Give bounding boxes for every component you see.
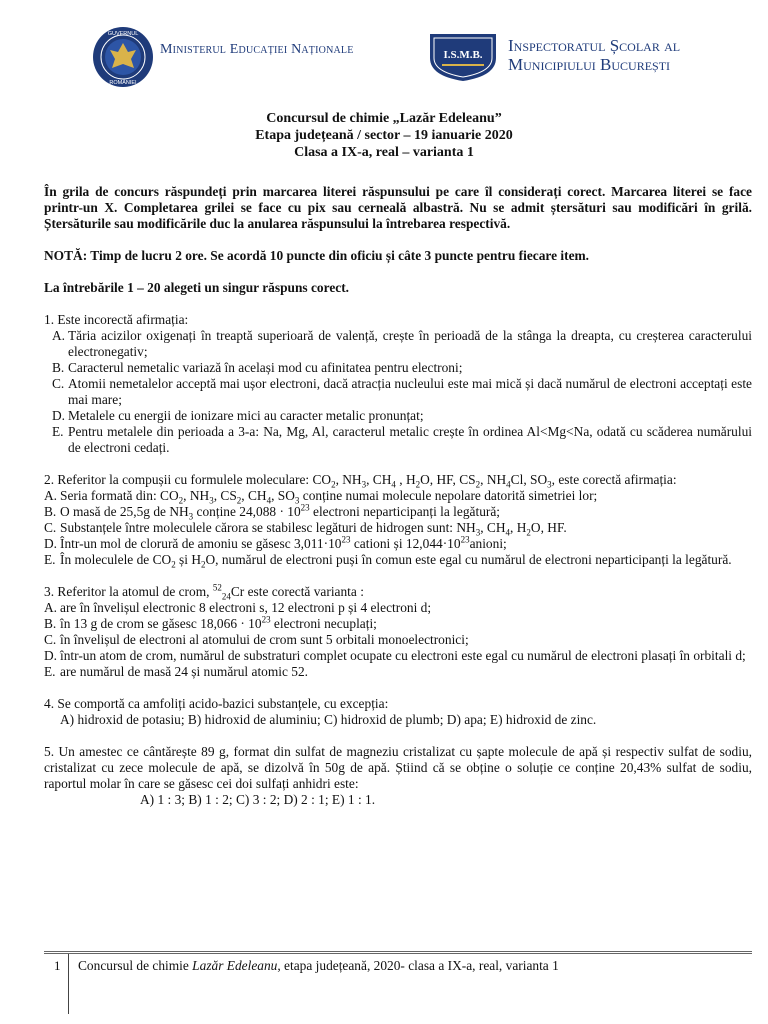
question-4-options: A) hidroxid de potasiu; B) hidroxid de aluminiu; C) hidroxid de plumb; D) apa; E) hidroxid de zinc. <box>60 712 597 727</box>
question-2-option-b: B. O masă de 25,5g de $NH_3$ conține $24,088 \cdot 10^{23}$ electroni neparticipanți la legătură; <box>44 502 501 522</box>
question-5-options: A) 1 : 3; B) 1 : 2; C) 3 : 2; D) 2 : 1; E) 1 : 1. <box>140 792 376 807</box>
inspectorate-line1: Inspectoratul Școlar al <box>508 36 681 55</box>
title-line1: Concursul de chimie „Lazăr Edeleanu” <box>266 111 502 126</box>
question-1-option-d: D. Metalele cu energii de ionizare mici au caracter metalic pronunțat; <box>52 408 424 423</box>
footer-divider <box>44 951 752 954</box>
question-3-stem: 3. Referitor la atomul de crom, $^{52}_{24}$Cr este corectă varianta : <box>44 582 364 602</box>
question-3-option-d: D. într-un atom de crom, numărul de substraturi complet ocupate cu electroni este egal cu numărul de electroni plasați în orbitali d; <box>44 648 746 663</box>
ismb-logo-icon <box>428 28 498 82</box>
question-3-option-b: B. în 13 g de crom se găsesc $18,066 \cdot 10^{23}$ electroni necuplați; <box>44 614 377 631</box>
question-2-option-e: E. În moleculele de $CO_2$ și $H_2O$, numărul de electroni puși în comun este egal cu numărul de electroni neparticipanți la legătură. <box>44 552 732 570</box>
question-2-stem: 2. Referitor la compușii cu formulele moleculare: $CO_2$, $NH_3$, $CH_4$ , $H_2O$, HF, $CS_2$, $NH_4Cl$, $SO_3$, este corectă afirmația: <box>44 472 677 490</box>
page-header <box>0 22 768 92</box>
footer-vertical-divider <box>68 954 69 1014</box>
inspectorate-name <box>508 36 680 74</box>
inspectorate-line2: Municipiului București <box>508 55 671 74</box>
question-5-stem: 5. Un amestec ce cântărește 89 g, format din sulfat de magneziu cristalizat cu șapte molecule de apă și respectiv sulfat de sodiu, cristalizat cu zece molecule de apă, se dizolvă în 50g de apă. Știind că se obține o soluție ce conține 20,43% sulfat de sodiu, raportul molar în care se găsesc cei doi sulfați anhidri este: <box>44 744 752 791</box>
svg-text:GUVERNUL: GUVERNUL <box>107 31 139 37</box>
section-heading: La întrebările 1 – 20 alegeti un singur răspuns corect. <box>44 280 350 295</box>
question-2-option-c: C. Substanțele între moleculele cărora se stabilesc legături de hidrogen sunt: $NH_3$, $CH_4$, $H_2O$, HF. <box>44 520 567 538</box>
question-2-option-d: D. Într-un mol de clorură de amoniu se găsesc $3,011\cdot 10^{23}$ cationi și $12,044\cdot 10^{23}anioni$; <box>44 534 507 551</box>
government-seal-icon <box>92 26 154 88</box>
question-1-option-a: A. Tăria acizilor oxigenați în treaptă superioară de valență, crește în perioadă de la stânga la dreapta, cu creșterea caracterului electronegativ; <box>52 328 752 359</box>
svg-text:ROMÂNIEI: ROMÂNIEI <box>109 80 137 86</box>
title-line2: Etapa județeană / sector – 19 ianuarie 2020 <box>255 128 513 143</box>
question-2-option-a: A. Seria formată din: $CO_2$, $NH_3$, $CS_2$, $CH_4$, $SO_3$ conține numai molecule nepolare datorită simetriei lor; <box>44 488 598 506</box>
svg-text:I.S.M.B.: I.S.M.B. <box>443 49 483 61</box>
note: NOTĂ: Timp de lucru 2 ore. Se acordă 10 puncte din oficiu și câte 3 puncte pentru fiecare item. <box>44 248 590 263</box>
instructions: În grila de concurs răspundeți prin marcarea literei răspunsului pe care îl considerați corect. Marcarea literei se face printr-un X. Completarea grilei se face cu pix sau cerneală albastră. Nu se admit ștersături sau modificări în grilă. Ștersăturile sau modificările duc la anularea răspunsului la întrebarea respectivă. <box>44 184 752 231</box>
question-3-option-a: A. are în învelișul electronic 8 electroni s, 12 electroni p și 4 electroni d; <box>44 600 432 615</box>
question-1-option-e: E. Pentru metalele din perioada a 3-a: Na, Mg, Al, caracterul metalic crește în ordinea Al<Mg<Na, odată cu scăderea numărului de electroni cedați. <box>52 424 752 455</box>
question-1-option-c: C. Atomii nemetalelor acceptă mai ușor electroni, dacă atracția nucleului este mai mică și dacă numărul de electroni acceptați este mai mare; <box>52 376 752 407</box>
footer-text: Concursul de chimie Lazăr Edeleanu, etapa județeană, 2020- clasa a IX-a, real, varianta 1 <box>78 958 559 973</box>
document-title <box>0 110 768 161</box>
question-1-stem: 1. Este incorectă afirmația: <box>44 312 189 327</box>
ministry-name: Ministerul Educației Naționale <box>160 42 354 57</box>
page-number: 1 <box>54 958 61 973</box>
title-line3: Clasa a IX-a, real – varianta 1 <box>294 145 474 160</box>
question-3-option-c: C. în învelișul de electroni al atomului de crom sunt 5 orbitali monoelectronici; <box>44 632 469 647</box>
question-4-stem: 4. Se comportă ca amfoliți acido-bazici substanțele, cu excepția: <box>44 696 389 711</box>
question-1-option-b: B. Caracterul nemetalic variază în același mod cu afinitatea pentru electroni; <box>52 360 463 375</box>
document-body <box>44 184 752 808</box>
question-3-option-e: E. are numărul de masă 24 și numărul atomic 52. <box>44 664 309 679</box>
